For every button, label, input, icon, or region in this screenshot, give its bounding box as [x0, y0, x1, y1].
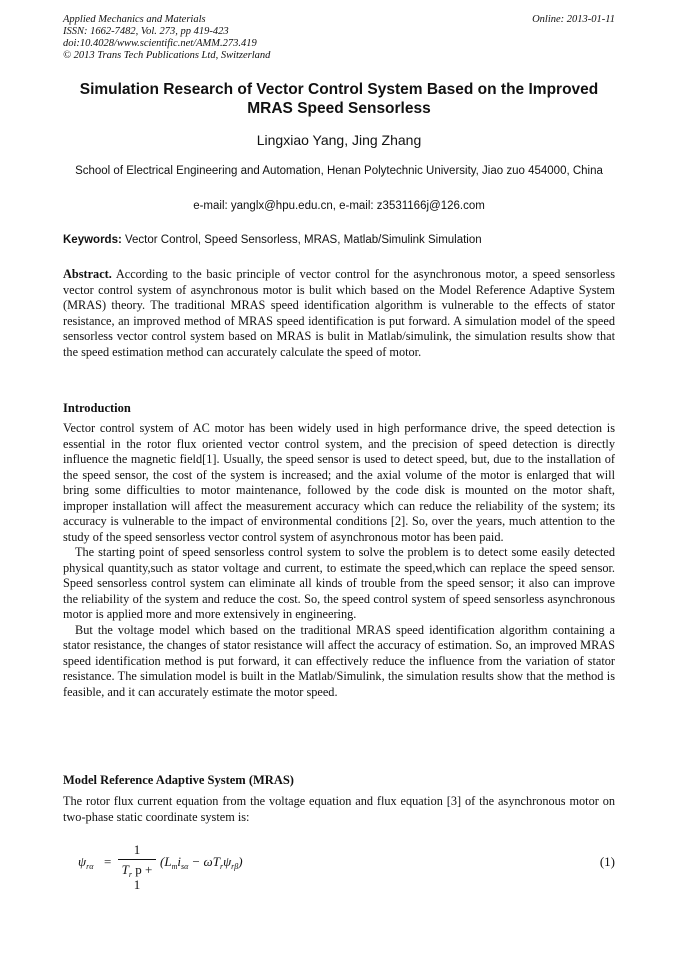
intro-paragraph-2: The starting point of speed sensorless control system to solve the problem is to detect some easily detected physical quantity,such as stator voltage and current, to estimate the speed,which can replace the speed sensor. Speed sensorless control system can eliminate all kinds of trouble from the speed sensor; it also can improve the reliability of the system and reduce the cost. So, the speed control system of speed sensorless asynchronous motor is applied more and more extensively in engineering. [63, 545, 615, 621]
equation-rhs: $(L_mi_{s\alpha} - \omega T_r\psi_{r\beta})$ [160, 854, 243, 871]
fraction-bar [118, 859, 156, 860]
author-affiliation: School of Electrical Engineering and Automation, Henan Polytechnic University, Jiao zuo 454000, China [75, 165, 603, 177]
keywords-label: Keywords: [63, 234, 122, 246]
issn-line: ISSN: 1662-7482, Vol. 273, pp 419-423 [63, 26, 229, 37]
fraction-denominator: $T_r$ p + 1 [121, 862, 153, 892]
introduction-heading: Introduction [63, 401, 131, 415]
header-meta [63, 14, 615, 62]
online-date: Online: 2013-01-11 [532, 14, 615, 25]
keywords-line [63, 233, 615, 247]
journal-name: Applied Mechanics and Materials [63, 14, 206, 25]
introduction-body [63, 421, 615, 700]
author-emails: e-mail: yanglx@hpu.edu.cn, e-mail: z3531166j@126.com [193, 200, 485, 212]
abstract-text: According to the basic principle of vector control for the asynchronous motor, a speed sensorless vector control system of asynchronous motor is bulit which based on the Model Reference Adaptive System (MRAS) theory. The traditional MRAS speed identification algorithm is vulnerable to the effects of stator resistance, an improved method of MRAS speed identification is put forward. A simulation model of the speed sensorless vector control system based on MRAS is bulit in Matlab/simulink, the simulation results show that the speed estimation method can accurately calculate the speed of motor. [63, 267, 615, 359]
fraction-numerator: 1 [133, 842, 141, 857]
equation-lhs: $\psi_{r\alpha}$ [78, 854, 94, 871]
equation-1 [78, 842, 615, 892]
equation-equals: = [104, 854, 112, 869]
mras-heading: Model Reference Adaptive System (MRAS) [63, 773, 294, 787]
intro-paragraph-3: But the voltage model which based on the traditional MRAS speed identification algorithm containing a stator resistance, the changes of stator resistance will affect the accuracy of estimation. So, an improved MRAS speed identification method is put forward, it can effectively reduce the influence from the variation of stator resistance. The simulation model is built in the Matlab/Simulink, the simulation results show that the method is feasible, and it can accurately estimate the motor speed. [63, 622, 615, 699]
paper-authors: Lingxiao Yang, Jing Zhang [256, 132, 422, 148]
keywords-text: Vector Control, Speed Sensorless, MRAS, Matlab/Simulink Simulation [125, 234, 482, 246]
abstract [63, 267, 615, 360]
doi-line: doi:10.4028/www.scientific.net/AMM.273.419 [63, 38, 257, 49]
abstract-label: Abstract. [63, 267, 112, 281]
equation-number: (1) [599, 854, 615, 869]
paper-title: Simulation Research of Vector Control System Based on the Improved MRAS Speed Sensorless [79, 81, 599, 117]
copyright-line: © 2013 Trans Tech Publications Ltd, Switzerland [63, 50, 271, 61]
equation-fraction [118, 842, 156, 892]
mras-paragraph: The rotor flux current equation from the voltage equation and flux equation [3] of the asynchronous motor on two-phase static coordinate system is: [63, 794, 615, 824]
mras-body [63, 794, 615, 825]
intro-paragraph-1: Vector control system of AC motor has been widely used in high performance drive, the speed detection is essential in the rotor flux oriented vector control system, and the precision of speed detection is directly influence the magnetic field[1]. Usually, the speed sensor is used to detect speed, but, due to the installation of the speed sensor, the cost of the system is increased; and the axial volume of the motor is enlarged that will bring some difficulties to motor maintenance, followed by the code disk is mounted on the motor shaft, improper installation will affect the measurement accuracy which can reduce the reliability of the system; its accuracy is vulnerable to the impact of environmental conditions [2]. So, over the years, much attention to the study of the speed sensorless vector control system of asynchronous motor has been paid. [63, 421, 615, 544]
